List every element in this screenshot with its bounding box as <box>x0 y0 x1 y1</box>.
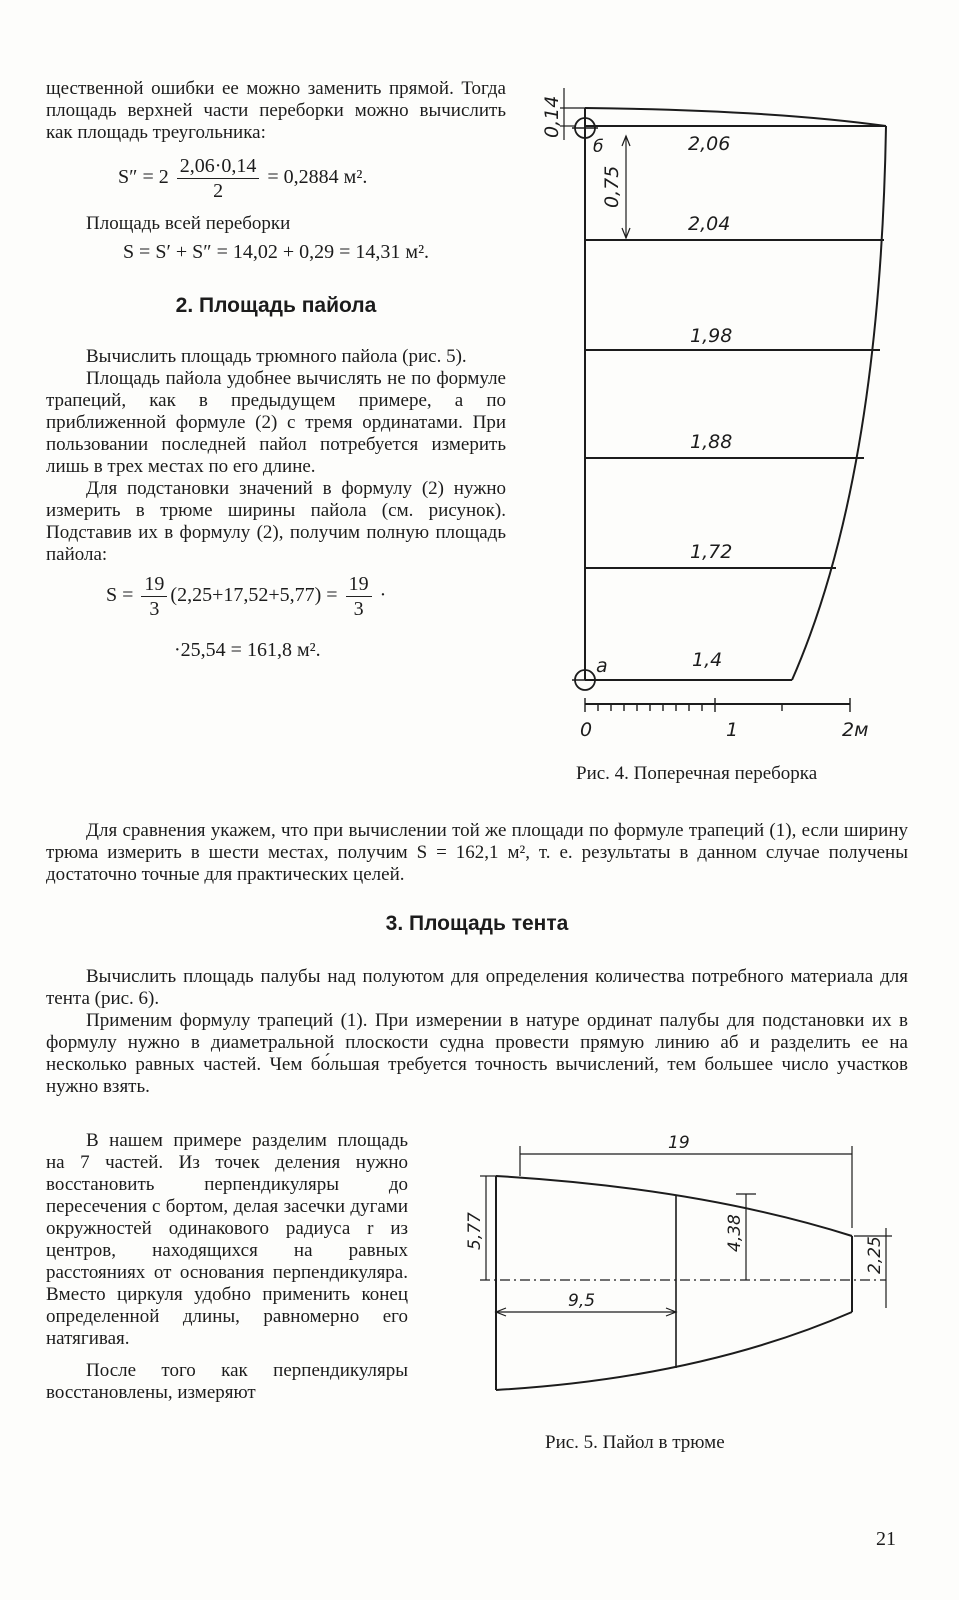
formula-total-area: S = S′ + S″ = 14,02 + 0,29 = 14,31 м². <box>122 241 430 263</box>
scale-label-2: 2м <box>842 719 869 741</box>
width-label-4: 1,88 <box>690 431 733 453</box>
formula-floor-area-result: ·25,54 = 161,8 м². <box>174 639 321 661</box>
paragraph-6: Для сравнения укажем, что при вычислении той же площади по формуле трапеций (1), если ширину трюма измерить в шести местах, получим S = 162,1 м², т. е. результаты в данном случае получены достаточно точные для практических целей. <box>46 820 908 885</box>
formula-floor-area: S = $\frac{19}{3}$ (2,25+17,52+5,77) = $\frac{19}{3}$ · <box>106 573 387 620</box>
scale-label-0: 0 <box>580 719 593 741</box>
paragraph-4: Площадь пайола удобнее вычислять не по формуле трапеций, как в предыдущем примере, а по приближенной формуле (2) с тремя ординатами. При пользовании последней пайол потребуется измерить лишь в трех местах по его длине. <box>46 368 506 477</box>
dim-right-height: 2,25 <box>865 1236 885 1274</box>
paragraph-10: После того как перпендикуляры восстановлены, измеряют <box>46 1360 408 1403</box>
figure-5-floor <box>440 1128 910 1418</box>
paragraph-9: В нашем примере разделим площадь на 7 частей. Из точек деления нужно восстановить перпендикуляры до пересечения с бортом, делая засечки дугами окружностей одинакового радиуса r из центров, находящихся на равных расстояниях от основания перпендикуляра. Вместо циркуля удобно применить конец определенной длины, равномерно его натягивая. <box>46 1130 408 1349</box>
paragraph-8: Применим формулу трапеций (1). При измерении в натуре ординат палубы для подстановки их в формулу нужно в диаметральной плоскости судна провести прямую линию аб и разделить ее на несколько равных частей. Чем бо́льшая требуется точность вычислений, тем большее число участков нужно взять. <box>46 1010 908 1097</box>
bulkhead-drawing <box>520 80 920 760</box>
figure-4-bulkhead <box>520 80 920 760</box>
scale-label-1: 1 <box>726 719 739 741</box>
point-b-label: б <box>593 137 604 157</box>
dim-upper-height: 0,75 <box>601 165 623 208</box>
bottom-left-column <box>46 1130 408 1404</box>
paragraph-2: Площадь всей переборки <box>86 213 291 234</box>
point-a-label: а <box>596 655 608 677</box>
section-3-heading: 3. Площадь тента <box>385 912 569 935</box>
paragraph-7: Вычислить площадь палубы над полуютом для определения количества потребного материала для тента (рис. 6). <box>46 966 908 1009</box>
width-label-2: 2,04 <box>688 213 731 235</box>
width-label-1: 2,06 <box>688 133 731 155</box>
dim-left-height: 5,77 <box>465 1212 485 1250</box>
paragraph-5: Для подстановки значений в формулу (2) нужно измерить в трюме ширины пайола (см. рисунок). Подставив их в формулу (2), получим полную площадь пайола: <box>46 478 506 565</box>
formula-triangle-area: S″ = 2 $\frac{2,06\cdot 0,14}{2}$ = 0,2884 м². <box>118 155 368 202</box>
figure-5-caption: Рис. 5. Пайол в трюме <box>545 1432 725 1453</box>
width-label-5: 1,72 <box>690 541 733 563</box>
left-column <box>46 78 506 662</box>
full-width-text-1 <box>46 820 908 1098</box>
figure-4-caption: Рис. 4. Поперечная переборка <box>576 763 818 784</box>
section-2-heading: 2. Площадь пайола <box>175 294 377 317</box>
dim-top-offset: 0,14 <box>541 95 563 138</box>
floor-drawing <box>440 1128 910 1418</box>
paragraph-1: щественной ошибки ее можно заменить прямой. Тогда площадь верхней части переборки можно вычислить как площадь треугольника: <box>46 78 506 143</box>
dim-mid-height: 4,38 <box>725 1214 745 1252</box>
width-label-3: 1,98 <box>690 325 733 347</box>
paragraph-3: Вычислить площадь трюмного пайола (рис. 5). <box>86 346 467 367</box>
dim-length: 19 <box>668 1133 690 1153</box>
width-label-6: 1,4 <box>692 649 723 671</box>
page-number: 21 <box>876 1528 896 1550</box>
dim-mid-distance: 9,5 <box>568 1291 596 1311</box>
